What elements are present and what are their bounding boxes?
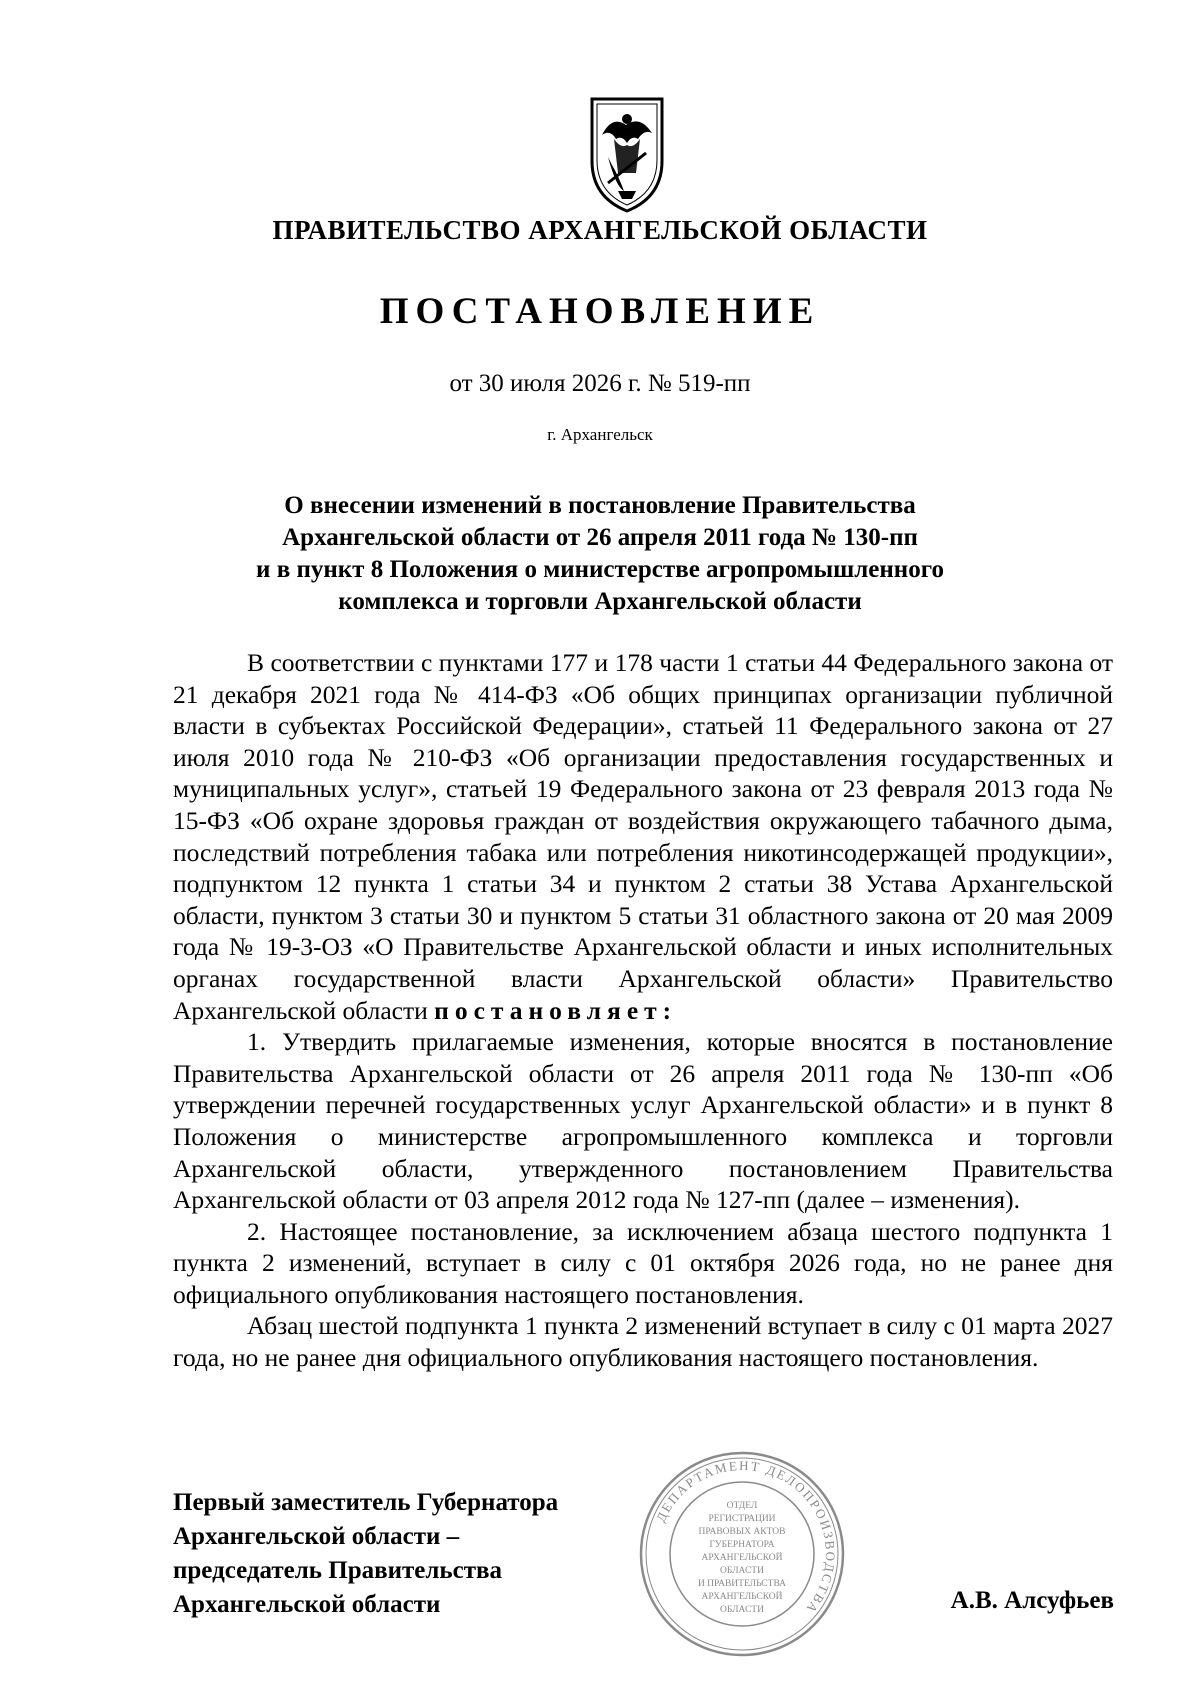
signatory-position-line: Архангельской области – — [173, 1523, 460, 1550]
seal-text: И ПРАВИТЕЛЬСТВА — [697, 1579, 787, 1589]
signatory-position-line: Первый заместитель Губернатора — [173, 1489, 559, 1516]
document-type-title: ПОСТАНОВЛЕНИЕ — [379, 291, 821, 332]
seal-text: ОБЛАСТИ — [720, 1566, 764, 1576]
clause-1-paragraph: 1. Утвердить прилагаемые изменения, которые вносятся в постановление Правительства Архангельской области от 26 апреля 2011 года № 130-пп «Об утверждении перечней государственных услуг Архангельской области» и в пункт 8 Положения о министерстве агропромышленного комплекса и торговли Архангельской области, утвержденного постановлением Правительства Архангельской области от 03 апреля 2012 года № 127-пп (далее – изменения). — [173, 1027, 1113, 1215]
signatory-position — [173, 1486, 558, 1622]
signatory-position-line: председатель Правительства — [173, 1557, 503, 1584]
seal-text: ОБЛАСТИ — [720, 1605, 764, 1615]
seal-text: РЕГИСТРАЦИИ — [708, 1514, 776, 1524]
preamble-paragraph — [173, 647, 1113, 1026]
seal-text: ОТДЕЛ — [726, 1501, 758, 1511]
seal-text: АРХАНГЕЛЬСКОЙ — [701, 1553, 783, 1563]
official-seal-stamp — [636, 1448, 848, 1660]
seal-text: ПРАВОВЫХ АКТОВ — [698, 1527, 786, 1537]
clause-2-paragraph: 2. Настоящее постановление, за исключением абзаца шестого подпункта 1 пункта 2 изменений, вступает в силу с 01 октября 2026 года, но не ранее дня официального опубликования настоящего постановления. — [173, 1216, 1113, 1309]
preamble-text: В соответствии с пунктами 177 и 178 части 1 статьи 44 Федерального закона от 21 декабря 2021 года № 414-ФЗ «Об общих принципах организации публичной власти в субъектах Российской Федерации», статьей 11 Федерального закона от 27 июля 2010 года № 210-ФЗ «Об организации предоставления государственных и муниципальных услуг», статьей 19 Федерального закона от 23 февраля 2013 года № 15-ФЗ «Об охране здоровья граждан от воздействия окружающего табачного дыма, последствий потребления табака или потребления никотинсодержащей продукции», подпунктом 12 пункта 1 статьи 34 и пунктом 2 статьи 38 Устава Архангельской области, пунктом 3 статьи 30 и пунктом 5 статьи 31 областного закона от 20 мая 2009 года № 19-3-ОЗ «О Правительстве Архангельской области и иных исполнительных органах государственной власти Архангельской области» Правительство Архангельской области — [173, 648, 1113, 1025]
resolves-verb: постановляе — [434, 995, 645, 1025]
signatory-name: А.В. Алсуфьев — [950, 1587, 1114, 1614]
seal-text: ГУБЕРНАТОРА — [709, 1540, 775, 1550]
clause-2-second-paragraph: Абзац шестой подпункта 1 пункта 2 изменений вступает в силу с 01 марта 2027 года, но не ранее дня официального опубликования настоящего постановления. — [173, 1311, 1113, 1373]
government-name: ПРАВИТЕЛЬСТВО АРХАНГЕЛЬСКОЙ ОБЛАСТИ — [272, 215, 928, 245]
city-name: г. Архангельск — [547, 425, 653, 444]
date-and-number: от 30 июля 2026 г. № 519-пп — [449, 370, 751, 397]
document-body — [173, 647, 1113, 1374]
seal-ring-text: ДЕПАРТАМЕНТ ДЕЛОПРОИЗВОДСТВА — [652, 1457, 839, 1618]
title-line: и в пункт 8 Положения о министерстве агропромышленного — [256, 556, 944, 583]
title-line: Архангельской области от 26 апреля 2011 года № 130-пп — [282, 524, 918, 551]
title-line: О внесении изменений в постановление Правительства — [284, 492, 916, 519]
arkhangelsk-coat-of-arms-icon — [588, 95, 666, 215]
resolves-verb-end: т: — [644, 995, 678, 1025]
title-line: комплекса и торговли Архангельской области — [338, 588, 862, 615]
signatory-position-line: Архангельской области — [173, 1591, 441, 1618]
document-subject-title — [180, 490, 1020, 618]
seal-text: АРХАНГЕЛЬСКОЙ — [701, 1592, 783, 1602]
